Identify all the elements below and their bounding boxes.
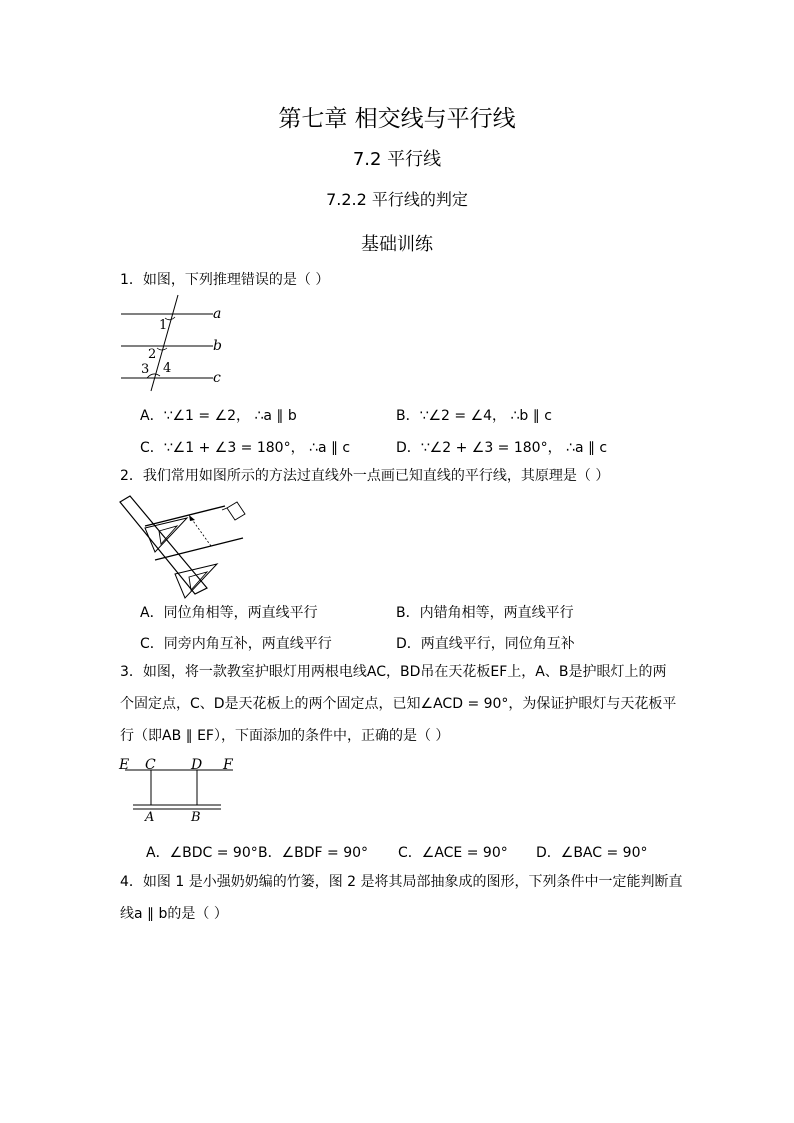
q1-label-4: 4 [163,361,172,376]
q2-figure [115,490,255,605]
q3-line-2: 个固定点，C、D是天花板上的两个固定点，已知∠ACD = 90°，为保证护眼灯与天花板平 [120,696,677,712]
q1-label-3: 3 [141,362,150,377]
q3-label-e: E [119,757,130,773]
q4-line-1: 4．如图 1 是小强奶奶编的竹篓，图 2 是将其局部抽象成的图形，下列条件中一定能判断直 [120,874,683,890]
q3-label-c: C [145,757,156,773]
q1-label-c: c [213,370,221,386]
q3-option-c: C．∠ACE = 90° [398,845,508,861]
section-title: 7.2 平行线 [352,149,442,170]
q2-option-c: C．同旁内角互补，两直线平行 [140,636,332,652]
q1-label-a: a [213,306,222,322]
q4-line-2: 线a ∥ b的是（ ） [120,906,228,922]
q3-figure [115,755,240,825]
q3-option-d: D．∠BAC = 90° [536,845,648,861]
q3-line-1: 3．如图，将一款教室护眼灯用两根电线AC，BD吊在天花板EF上，A、B是护眼灯上的两 [120,664,667,680]
q1-option-c: C．∵∠1 + ∠3 = 180°， ∴a ∥ c [140,440,351,456]
q3-label-f: F [223,757,233,773]
q1-label-1: 1 [159,318,168,333]
subsection-title: 7.2.2 平行线的判定 [326,190,468,209]
q3-option-a: A．∠BDC = 90° [146,845,258,861]
q1-option-d: D．∵∠2 + ∠3 = 180°， ∴a ∥ c [396,440,608,456]
q3-line-3: 行（即AB ∥ EF），下面添加的条件中，正确的是（ ） [120,728,450,744]
q3-option-b: B．∠BDF = 90° [258,845,369,861]
q3-label-a: A [145,810,155,825]
q2-stem: 2．我们常用如图所示的方法过直线外一点画已知直线的平行线，其原理是（ ） [120,468,610,484]
q1-option-a: A．∵∠1 = ∠2， ∴a ∥ b [140,408,297,424]
q1-label-b: b [213,338,222,354]
q2-option-b: B．内错角相等，两直线平行 [396,605,574,621]
q1-stem: 1．如图，下列推理错误的是（ ） [120,272,330,288]
q2-option-a: A．同位角相等，两直线平行 [140,605,318,621]
q1-label-2: 2 [148,347,157,362]
q2-option-d: D．两直线平行，同位角互补 [396,636,575,652]
q3-label-b: B [191,810,201,825]
q1-option-b: B．∵∠2 = ∠4， ∴b ∥ c [396,408,552,424]
q1-figure [115,292,235,392]
chapter-title: 第七章 相交线与平行线 [278,106,516,132]
q3-label-d: D [191,757,203,773]
exercise-title: 基础训练 [361,234,433,255]
